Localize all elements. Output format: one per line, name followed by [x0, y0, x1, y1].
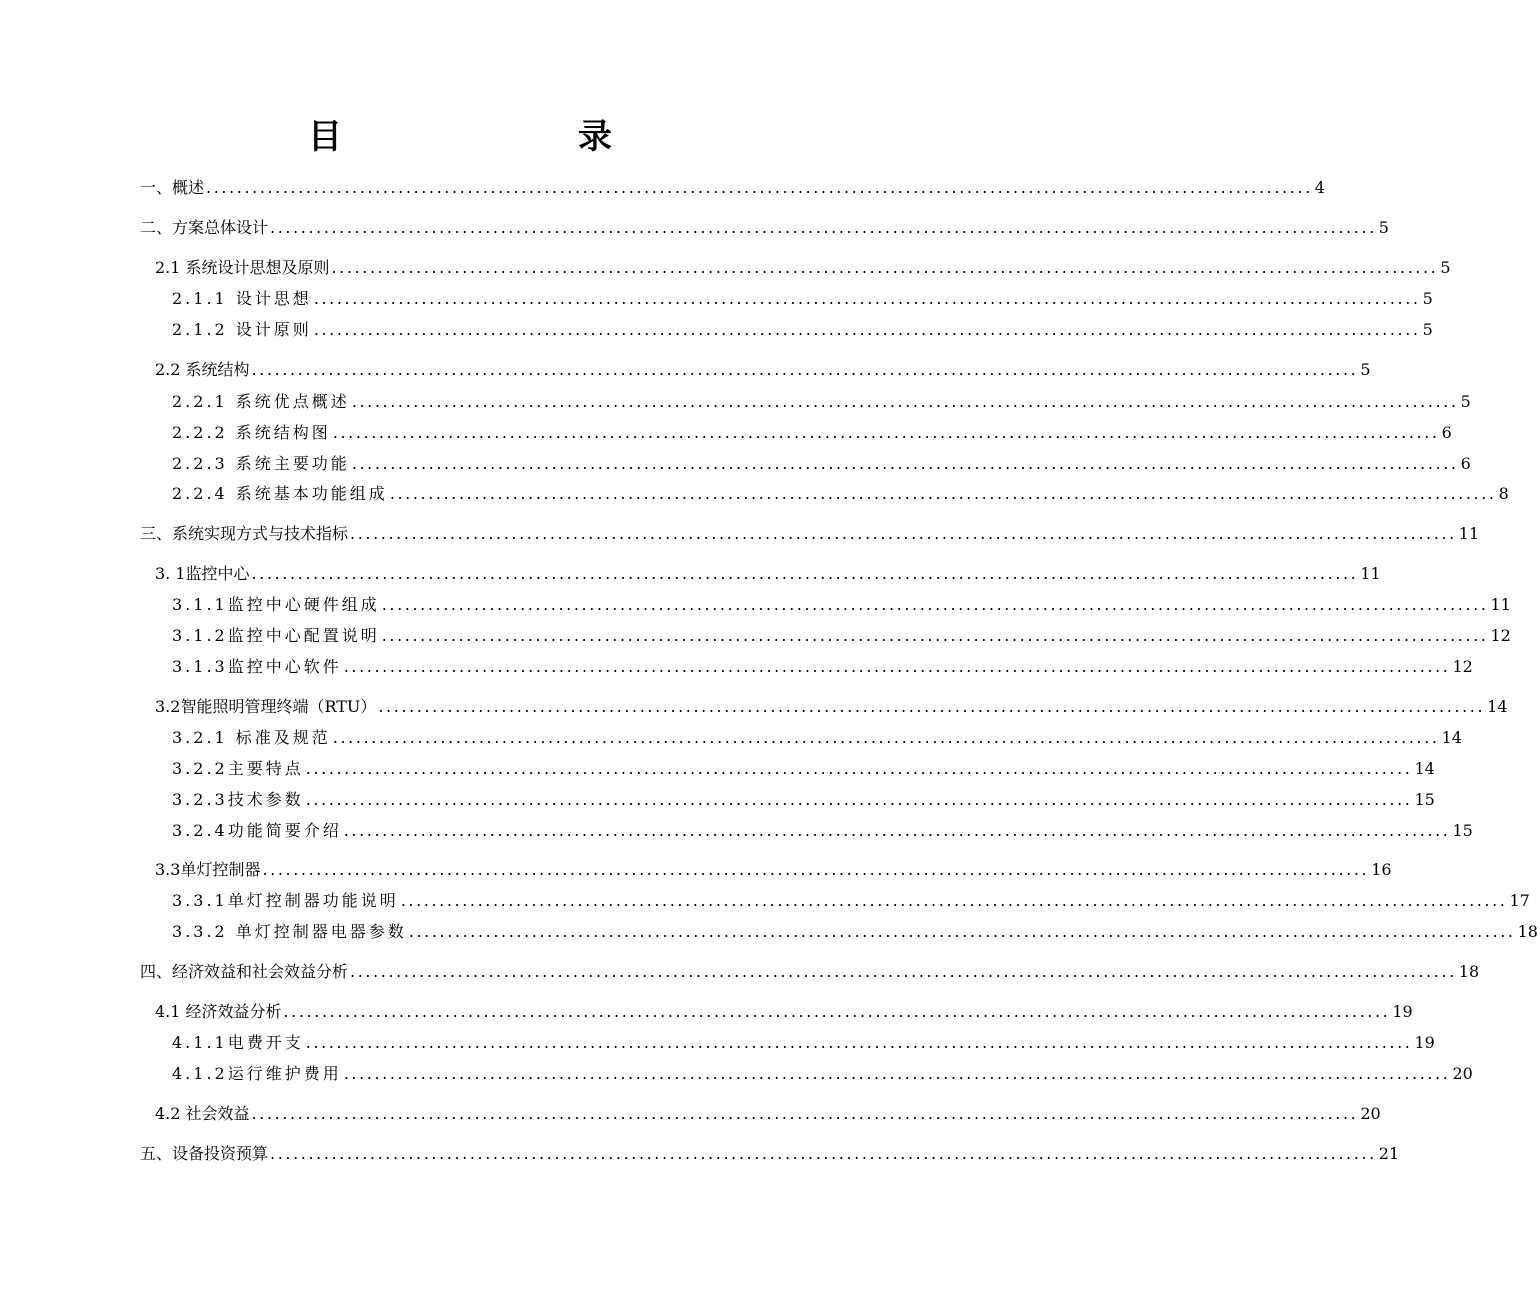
toc-entry[interactable] — [172, 818, 1473, 844]
toc-leader-dots: ................................................................................................................................................ — [283, 1002, 1391, 1021]
toc-entry-label: 3.3.1单灯控制器功能说明 — [172, 891, 399, 910]
toc-entry-label: 一、概述 — [140, 178, 205, 197]
toc-entry-page: 21 — [1378, 1144, 1400, 1163]
toc-entry[interactable] — [172, 1030, 1435, 1056]
toc-leader-dots: ................................................................................................................................................ — [305, 790, 1413, 809]
toc-leader-dots: ................................................................................................................................................ — [351, 392, 1459, 411]
toc-entry[interactable] — [155, 1101, 1381, 1127]
toc-leader-dots: ................................................................................................................................................ — [408, 922, 1516, 941]
toc-entry[interactable] — [155, 999, 1413, 1025]
toc-entry[interactable] — [172, 654, 1473, 680]
toc-entry-page: 17 — [1509, 891, 1530, 910]
toc-entry-page: 18 — [1517, 922, 1538, 941]
toc-entry[interactable] — [172, 481, 1509, 507]
toc-entry[interactable] — [172, 623, 1511, 649]
toc-entry-label: 4.2 社会效益 — [155, 1104, 250, 1123]
toc-entry[interactable] — [155, 255, 1451, 281]
toc-entry-page: 14 — [1414, 759, 1435, 778]
toc-entry-label: 3.2.1 标准及规范 — [172, 728, 331, 747]
toc-entry-page: 12 — [1452, 657, 1473, 676]
toc-leader-dots: ................................................................................................................................................ — [331, 258, 1439, 277]
toc-entry-page: 6 — [1441, 423, 1452, 442]
toc-entry-page: 14 — [1441, 728, 1462, 747]
toc-leader-dots: ................................................................................................................................................ — [332, 728, 1440, 747]
toc-entry-label: 3.2.4功能简要介绍 — [172, 821, 342, 840]
toc-leader-dots: ................................................................................................................................................ — [343, 657, 1451, 676]
toc-leader-dots: ................................................................................................................................................ — [381, 626, 1489, 645]
toc-entry[interactable] — [172, 1061, 1473, 1087]
toc-leader-dots: ................................................................................................................................................ — [389, 484, 1497, 503]
toc-entry[interactable] — [172, 420, 1452, 446]
toc-entry-label: 3.1.2监控中心配置说明 — [172, 626, 380, 645]
toc-entry-label: 4.1.2运行维护费用 — [172, 1064, 342, 1083]
toc-leader-dots: ................................................................................................................................................ — [206, 178, 1313, 197]
toc-entry-label: 三、系统实现方式与技术指标 — [140, 524, 349, 543]
toc-leader-dots: ................................................................................................................................................ — [400, 891, 1508, 910]
toc-entry-page: 6 — [1460, 454, 1471, 473]
toc-leader-dots: ................................................................................................................................................ — [270, 1144, 1377, 1163]
toc-entry-label: 3.1.1监控中心硬件组成 — [172, 595, 380, 614]
toc-leader-dots: ................................................................................................................................................ — [350, 524, 1457, 543]
toc-entry-page: 5 — [1422, 289, 1433, 308]
toc-entry-page: 16 — [1371, 860, 1392, 879]
toc-entry[interactable] — [172, 389, 1471, 415]
toc-leader-dots: ................................................................................................................................................ — [343, 1064, 1451, 1083]
toc-entry-label: 3.2智能照明管理终端（RTU） — [155, 697, 377, 716]
toc-entry-page: 11 — [1490, 595, 1511, 614]
toc-leader-dots: ................................................................................................................................................ — [313, 320, 1421, 339]
toc-entry-label: 4.1.1电费开支 — [172, 1033, 304, 1052]
toc-entry-page: 5 — [1378, 218, 1389, 237]
toc-entry-label: 3.2.3技术参数 — [172, 790, 304, 809]
toc-entry-label: 二、方案总体设计 — [140, 218, 269, 237]
toc-entry-page: 15 — [1452, 821, 1473, 840]
toc-leader-dots: ................................................................................................................................................ — [270, 218, 1377, 237]
toc-leader-dots: ................................................................................................................................................ — [251, 564, 1359, 583]
toc-entry-page: 12 — [1490, 626, 1511, 645]
toc-leader-dots: ................................................................................................................................................ — [313, 289, 1421, 308]
toc-entry-page: 5 — [1422, 320, 1433, 339]
toc-entry-page: 20 — [1360, 1104, 1381, 1123]
toc-entry[interactable] — [155, 357, 1371, 383]
toc-entry[interactable] — [172, 592, 1511, 618]
toc-entry[interactable] — [172, 888, 1530, 914]
toc-entry-label: 2.2 系统结构 — [155, 360, 250, 379]
toc-entry-page: 5 — [1360, 360, 1371, 379]
toc-entry-page: 4 — [1314, 178, 1325, 197]
toc-entry[interactable] — [172, 286, 1433, 312]
toc-entry-label: 3.3.2 单灯控制器电器参数 — [172, 922, 407, 941]
toc-entry[interactable] — [140, 215, 1389, 241]
toc-entry-label: 3.3单灯控制器 — [155, 860, 261, 879]
toc-entry-page: 5 — [1440, 258, 1451, 277]
toc-entry-label: 2.1.1 设计思想 — [172, 289, 312, 308]
toc-entry-label: 3.1.3监控中心软件 — [172, 657, 342, 676]
toc-leader-dots: ................................................................................................................................................ — [332, 423, 1440, 442]
toc-leader-dots: ................................................................................................................................................ — [351, 454, 1459, 473]
toc-entry-label: 4.1 经济效益分析 — [155, 1002, 282, 1021]
toc-entry-page: 20 — [1452, 1064, 1473, 1083]
toc-entry[interactable] — [140, 1141, 1400, 1167]
toc-entry-page: 18 — [1458, 962, 1480, 981]
toc-entry-page: 11 — [1360, 564, 1381, 583]
toc-entry-label: 2.2.2 系统结构图 — [172, 423, 331, 442]
toc-entry-label: 四、经济效益和社会效益分析 — [140, 962, 349, 981]
toc-leader-dots: ................................................................................................................................................ — [305, 1033, 1413, 1052]
toc-entry-label: 2.1.2 设计原则 — [172, 320, 312, 339]
toc-entry-label: 2.2.1 系统优点概述 — [172, 392, 350, 411]
toc-leader-dots: ................................................................................................................................................ — [305, 759, 1413, 778]
toc-entry-page: 5 — [1460, 392, 1471, 411]
toc-entry-label: 3. 1监控中心 — [155, 564, 250, 583]
toc-entry[interactable] — [140, 959, 1480, 985]
toc-entry[interactable] — [172, 756, 1435, 782]
toc-leader-dots: ................................................................................................................................................ — [378, 697, 1486, 716]
toc-entry[interactable] — [155, 561, 1381, 587]
toc-entry[interactable] — [172, 451, 1471, 477]
toc-entry-label: 五、设备投资预算 — [140, 1144, 269, 1163]
toc-entry[interactable] — [172, 919, 1538, 945]
toc-entry-label: 2.1 系统设计思想及原则 — [155, 258, 330, 277]
toc-entry[interactable] — [155, 857, 1392, 883]
toc-entry-label: 2.2.3 系统主要功能 — [172, 454, 350, 473]
toc-leader-dots: ................................................................................................................................................ — [381, 595, 1489, 614]
toc-entry-page: 15 — [1414, 790, 1435, 809]
toc-entry-label: 3.2.2主要特点 — [172, 759, 304, 778]
toc-entry-label: 2.2.4 系统基本功能组成 — [172, 484, 388, 503]
toc-leader-dots: ................................................................................................................................................ — [251, 360, 1359, 379]
toc-leader-dots: ................................................................................................................................................ — [262, 860, 1370, 879]
toc-entry[interactable] — [140, 521, 1480, 547]
toc-leader-dots: ................................................................................................................................................ — [350, 962, 1457, 981]
toc-entry[interactable] — [140, 175, 1325, 201]
toc-title: 目 录 — [308, 117, 668, 157]
toc-leader-dots: ................................................................................................................................................ — [251, 1104, 1359, 1123]
toc-entry[interactable] — [172, 317, 1433, 343]
toc-entry[interactable] — [155, 694, 1508, 720]
toc-entry-page: 19 — [1392, 1002, 1413, 1021]
toc-entry-page: 19 — [1414, 1033, 1435, 1052]
toc-entry-page: 14 — [1487, 697, 1508, 716]
toc-entry-page: 11 — [1458, 524, 1480, 543]
toc-entry-page: 8 — [1498, 484, 1509, 503]
toc-entry[interactable] — [172, 787, 1435, 813]
toc-entry[interactable] — [172, 725, 1462, 751]
toc-leader-dots: ................................................................................................................................................ — [343, 821, 1451, 840]
